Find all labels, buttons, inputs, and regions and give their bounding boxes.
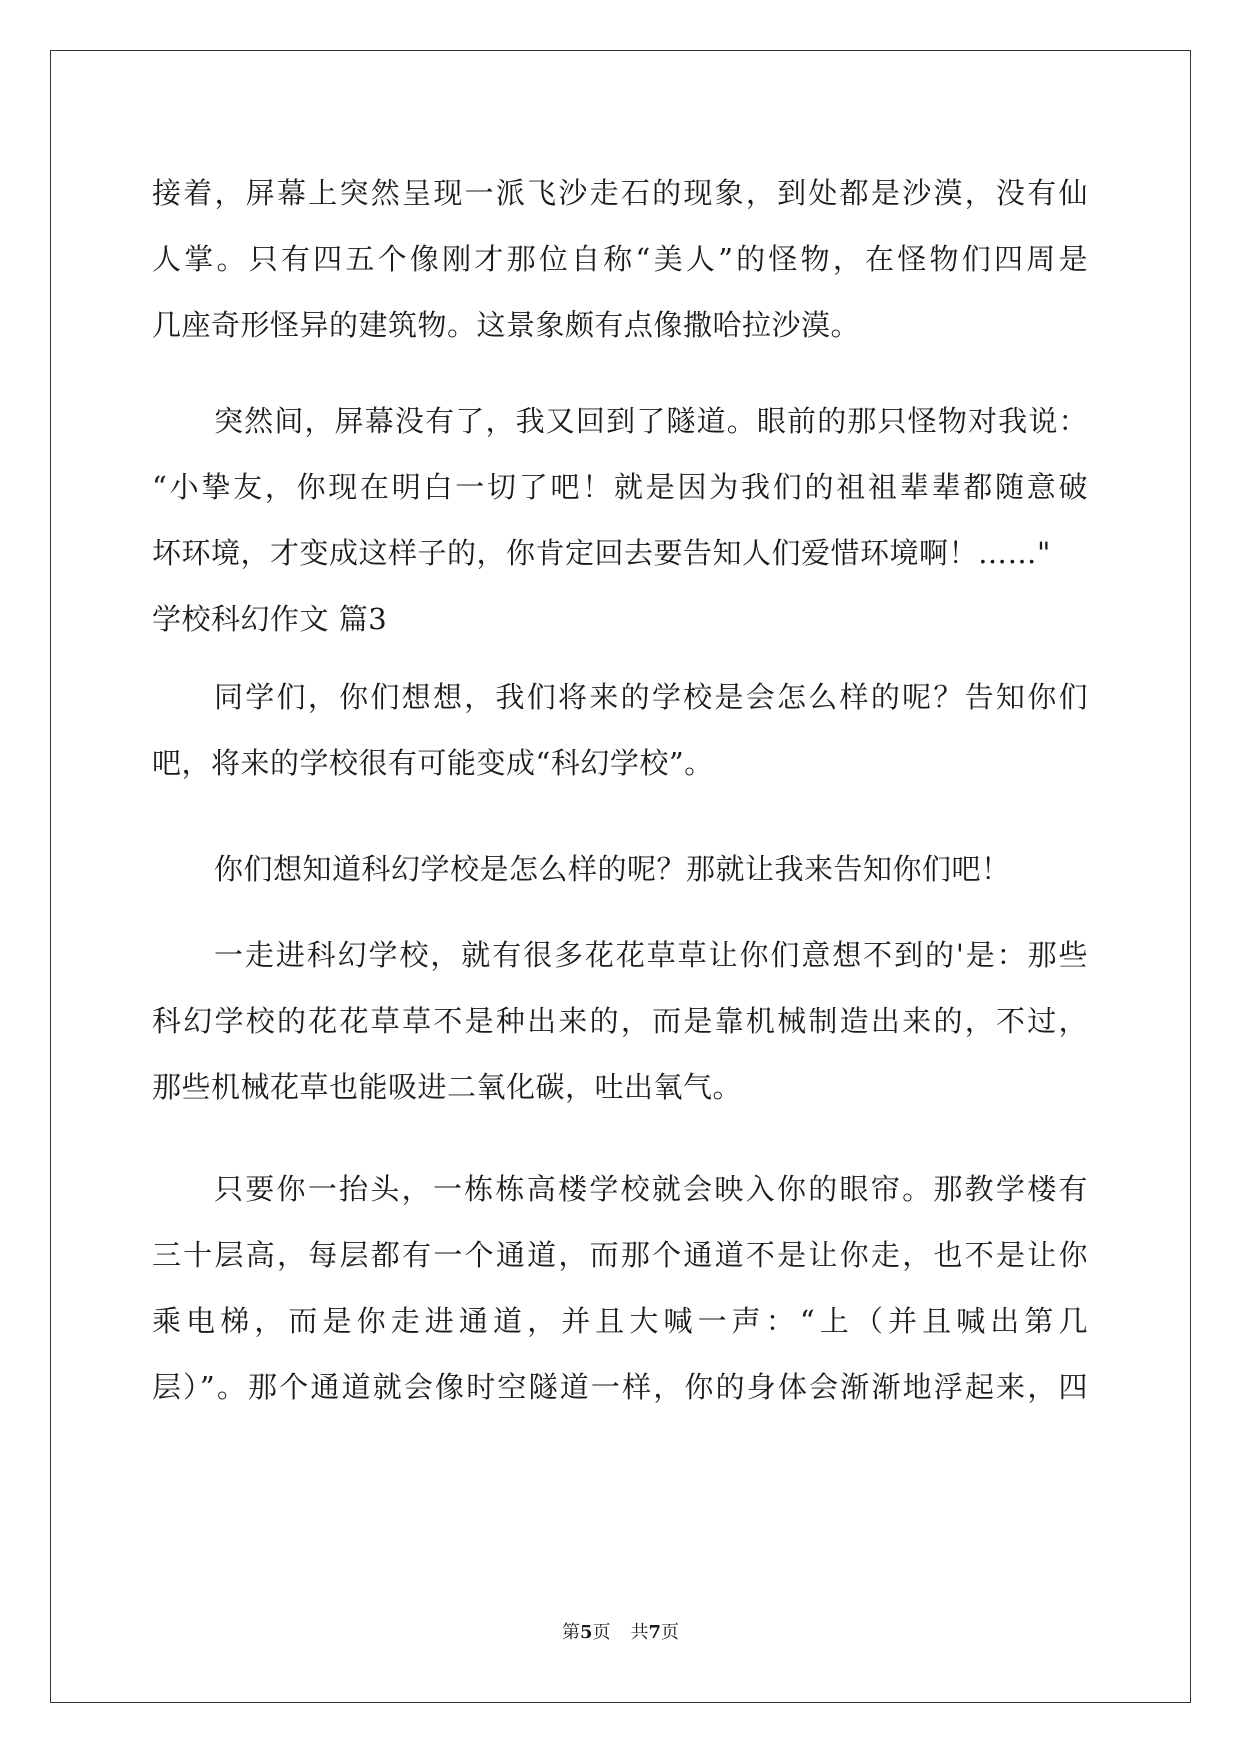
section-heading: 学校科幻作文 篇3 <box>152 602 388 636</box>
total-pages: 7 <box>648 1622 662 1643</box>
paragraph <box>152 388 1088 586</box>
page-suffix: 页 <box>592 1622 611 1643</box>
total-suffix: 页 <box>661 1622 680 1643</box>
text-line: 突然间，屏幕没有了，我又回到了隧道。眼前的那只怪物对我说： <box>214 404 1088 438</box>
page-number: 5 <box>579 1622 593 1643</box>
total-prefix: 共 <box>630 1622 649 1643</box>
page-prefix: 第 <box>561 1622 580 1643</box>
text-line: 人掌。只有四五个像刚才那位自称“美人”的怪物，在怪物们四周是 <box>152 242 1088 276</box>
text-line: “小挚友，你现在明白一切了吧！就是因为我们的祖祖辈辈都随意破 <box>152 470 1088 504</box>
text-line: 接着，屏幕上突然呈现一派飞沙走石的现象，到处都是沙漠，没有仙 <box>152 176 1088 210</box>
text-line: 坏环境，才变成这样子的，你肯定回去要告知人们爱惜环境啊！……" <box>152 536 1051 570</box>
text-line: 你们想知道科幻学校是怎么样的呢？那就让我来告知你们吧！ <box>214 852 1011 886</box>
paragraph <box>152 160 1088 358</box>
paragraph <box>152 664 1088 796</box>
text-line: 那些机械花草也能吸进二氧化碳，吐出氧气。 <box>152 1070 743 1104</box>
text-line: 乘电梯，而是你走进通道，并且大喊一声：“上（并且喊出第几 <box>152 1304 1088 1338</box>
text-line: 科幻学校的花花草草不是种出来的，而是靠机械制造出来的，不过， <box>152 1004 1088 1038</box>
text-line: 吧，将来的学校很有可能变成“科幻学校”。 <box>152 746 714 780</box>
text-line: 三十层高，每层都有一个通道，而那个通道不是让你走，也不是让你 <box>152 1238 1088 1272</box>
paragraph <box>152 1156 1088 1420</box>
paragraph <box>152 836 1088 902</box>
text-line: 一走进科幻学校，就有很多花花草草让你们意想不到的'是：那些 <box>214 938 1088 972</box>
text-line: 同学们，你们想想，我们将来的学校是会怎么样的呢？告知你们 <box>214 680 1088 714</box>
page-footer <box>0 1618 1241 1644</box>
text-line: 几座奇形怪异的建筑物。这景象颇有点像撒哈拉沙漠。 <box>152 308 861 342</box>
document-body <box>152 160 1088 1420</box>
text-line: 只要你一抬头，一栋栋高楼学校就会映入你的眼帘。那教学楼有 <box>214 1172 1088 1206</box>
text-line: 层）”。那个通道就会像时空隧道一样，你的身体会渐渐地浮起来，四 <box>152 1370 1088 1404</box>
paragraph <box>152 922 1088 1120</box>
